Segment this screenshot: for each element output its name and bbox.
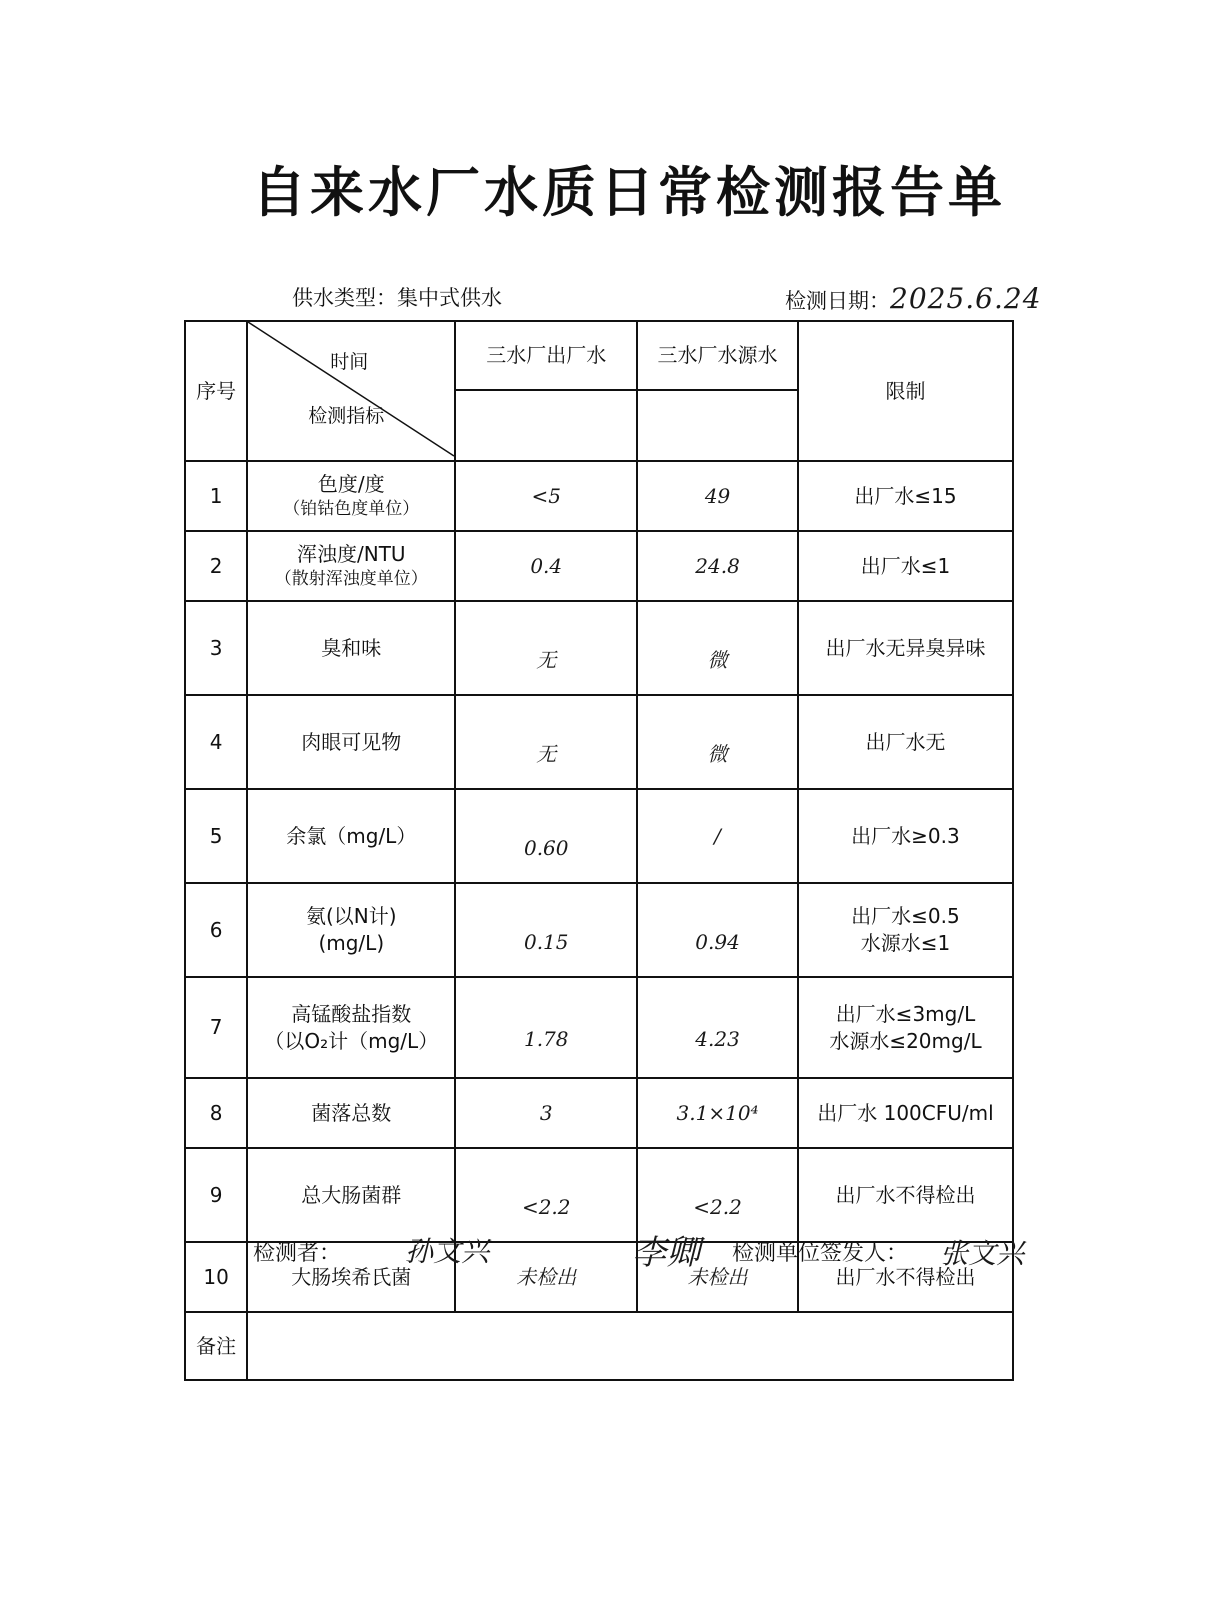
table-row — [185, 977, 1013, 1078]
item-name: 浑浊度/NTU — [297, 542, 406, 567]
item-name: 大肠埃希氏菌 — [291, 1264, 412, 1289]
item-sub: （以O₂计（mg/L） — [264, 1028, 439, 1053]
note-value — [247, 1312, 1013, 1380]
supply-type — [292, 282, 502, 312]
value-out: 无 — [455, 695, 637, 789]
table-row — [185, 695, 1013, 789]
test-date-label: 检测日期： — [785, 289, 890, 313]
limit-line-1: 出厂水≤3mg/L — [835, 1001, 976, 1026]
row-limit: 出厂水≤1 — [798, 531, 1013, 601]
supply-type-label: 供水类型： — [292, 286, 397, 310]
row-limit: 出厂水≤15 — [798, 461, 1013, 531]
value-src: 微 — [637, 695, 798, 789]
table-row — [185, 789, 1013, 883]
item-name: 余氯（mg/L） — [286, 823, 417, 848]
header-col-src: 三水厂水源水 — [637, 321, 798, 390]
row-item — [247, 977, 455, 1078]
item-sub: （铂钴色度单位） — [283, 499, 420, 520]
header-col-out-blank — [455, 390, 637, 461]
row-seq: 7 — [185, 977, 247, 1078]
row-item — [247, 789, 455, 883]
item-name: 高锰酸盐指数 — [291, 1001, 412, 1026]
row-seq: 5 — [185, 789, 247, 883]
header-time: 时间 — [330, 351, 369, 373]
row-limit — [798, 883, 1013, 977]
value-out: 3 — [455, 1078, 637, 1148]
row-item — [247, 1148, 455, 1242]
limit-line-1: 出厂水≤0.5 — [851, 904, 960, 928]
table-row — [185, 1148, 1013, 1242]
supply-type-value: 集中式供水 — [397, 286, 502, 310]
row-seq: 4 — [185, 695, 247, 789]
item-sub: (mg/L) — [318, 931, 385, 955]
signer-label: 检测单位签发人： — [732, 1241, 909, 1266]
header-indicator: 检测指标 — [308, 405, 385, 427]
item-name: 臭和味 — [321, 635, 382, 660]
item-name: 菌落总数 — [311, 1100, 392, 1125]
row-limit: 出厂水无 — [798, 695, 1013, 789]
row-seq: 9 — [185, 1148, 247, 1242]
header-seq: 序号 — [185, 321, 247, 461]
test-date-value: 2025.6.24 — [890, 282, 1042, 315]
value-out: <5 — [455, 461, 637, 531]
report-table — [184, 320, 1014, 1381]
value-out: <2.2 — [455, 1148, 637, 1242]
value-out: 0.4 — [455, 531, 637, 601]
signer-signature: 张文兴 — [940, 1237, 1025, 1270]
item-name: 肉眼可见物 — [301, 729, 402, 754]
table-row — [185, 531, 1013, 601]
row-seq: 3 — [185, 601, 247, 695]
row-limit: 出厂水不得检出 — [798, 1148, 1013, 1242]
row-item — [247, 601, 455, 695]
value-src: 0.94 — [637, 883, 798, 977]
diagonal-line — [248, 322, 454, 460]
value-src: / — [637, 789, 798, 883]
table-row — [185, 883, 1013, 977]
row-item — [247, 531, 455, 601]
row-limit: 出厂水≥0.3 — [798, 789, 1013, 883]
item-name: 色度/度 — [317, 472, 385, 497]
limit-line-2: 水源水≤1 — [860, 931, 951, 955]
note-label: 备注 — [185, 1312, 247, 1380]
inspector-signature: 孙文兴 — [405, 1235, 490, 1268]
row-limit: 出厂水 100CFU/ml — [798, 1078, 1013, 1148]
value-out: 未检出 — [455, 1242, 637, 1312]
value-out: 0.15 — [455, 883, 637, 977]
row-limit — [798, 977, 1013, 1078]
value-src: 4.23 — [637, 977, 798, 1078]
row-seq: 10 — [185, 1242, 247, 1312]
row-item — [247, 1078, 455, 1148]
row-item — [247, 883, 455, 977]
value-src: 49 — [637, 461, 798, 531]
row-item — [247, 461, 455, 531]
page-title: 自来水厂水质日常检测报告单 — [252, 161, 1006, 224]
table-row — [185, 1078, 1013, 1148]
checker-signature: 李卿 — [632, 1233, 700, 1273]
limit-line-2: 水源水≤20mg/L — [829, 1028, 982, 1053]
value-out: 0.60 — [455, 789, 637, 883]
note-row — [185, 1312, 1013, 1380]
table-row — [185, 601, 1013, 695]
row-seq: 2 — [185, 531, 247, 601]
value-src: 3.1×10⁴ — [637, 1078, 798, 1148]
table-row — [185, 461, 1013, 531]
inspector-label: 检测者： — [253, 1241, 342, 1266]
row-limit: 出厂水无异臭异味 — [798, 601, 1013, 695]
value-out: 无 — [455, 601, 637, 695]
value-src: <2.2 — [637, 1148, 798, 1242]
row-seq: 1 — [185, 461, 247, 531]
row-item — [247, 695, 455, 789]
item-sub: （散射浑浊度单位） — [274, 569, 428, 590]
item-name: 总大肠菌群 — [301, 1182, 402, 1207]
test-date — [785, 282, 1042, 315]
item-name: 氨(以N计) — [306, 904, 397, 928]
header-diagonal-cell — [247, 321, 455, 461]
value-src: 24.8 — [637, 531, 798, 601]
header-col-out: 三水厂出厂水 — [455, 321, 637, 390]
row-limit: 出厂水不得检出 — [798, 1242, 1013, 1312]
value-src: 微 — [637, 601, 798, 695]
value-out: 1.78 — [455, 977, 637, 1078]
value-src: 未检出 — [637, 1242, 798, 1312]
header-limit: 限制 — [798, 321, 1013, 461]
row-seq: 8 — [185, 1078, 247, 1148]
row-seq: 6 — [185, 883, 247, 977]
header-col-src-blank — [637, 390, 798, 461]
